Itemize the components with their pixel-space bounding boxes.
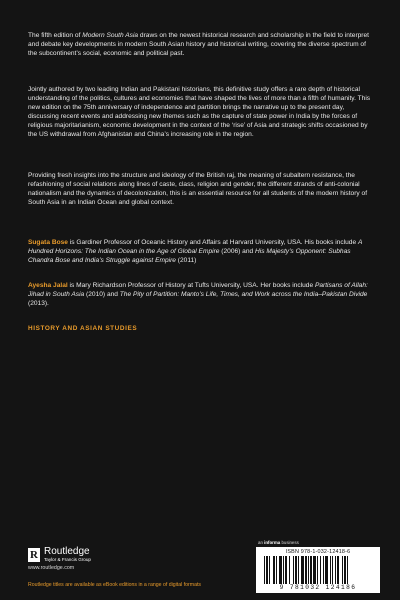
- isbn-label: ISBN 978-1-032-12418-6: [285, 549, 351, 555]
- logo-letter: R: [30, 548, 38, 561]
- author-book: A Hundred Horizons: The Indian Ocean in the Age of Global Empire: [28, 239, 363, 256]
- blurb-paragraph-3: [28, 171, 374, 207]
- informa-business-label: [258, 540, 299, 545]
- author-book: The Pity of Partition: Manto’s Life, Times, and Work across the India–Pakistan Divide: [119, 291, 368, 299]
- author-bio-text: (2013).: [28, 300, 49, 308]
- blurb-p1-post: draws on the newest historical research and scholarship in the field to interpret and debate key developments in modern South Asian history and historical writing, covering the diverse spectrum of the subcontinent’s social, economic and political past.: [28, 32, 369, 58]
- publisher-name: Routledge: [44, 546, 90, 557]
- blurb-paragraph-2: [28, 85, 374, 140]
- author-bio-text: (2006) and: [219, 248, 256, 256]
- author-book: His Majesty’s Opponent: Subhas Chandra Bose and India’s Struggle against Empire: [28, 248, 351, 265]
- informa-post: business: [280, 540, 299, 545]
- blurb-p2-text: Jointly authored by two leading Indian and Pakistani historians, this definitive study offers a rare depth of historical understanding of the politics, cultures and economies that have shaped the lives of more than a fifth of humanity. This new edition on the 75th anniversary of independence and partition brings the narrative up to the present day, discussing recent events and addressing new themes such as the capture of state power in India by the forces of religious majoritarianism, economic development in the context of the ‘rise’ of Asia and strategic shifts occasioned by the US withdrawal from Afghanistan and China’s increasing role in the region.: [28, 86, 371, 139]
- author-bio-text: (2011): [175, 257, 197, 265]
- ebook-note: Routledge titles are available as eBook editions in a range of digital formats: [28, 582, 202, 588]
- publisher-url: www.routledge.com: [28, 565, 75, 571]
- author-name: Sugata Bose: [28, 239, 68, 246]
- barcode-bars-icon: [264, 556, 372, 584]
- informa-brand: informa: [264, 540, 281, 545]
- author-bio-text: is Mary Richardson Professor of History at Tufts University, USA. Her books include: [67, 282, 315, 289]
- author-name: Ayesha Jalal: [28, 282, 68, 289]
- author-bio-text: is Gardiner Professor of Oceanic History and Affairs at Harvard University, USA. His books include: [67, 239, 358, 246]
- author-bio-1: [28, 238, 374, 265]
- blurb-p3-text: Providing fresh insights into the structure and ideology of the British raj, the meaning of subaltern resistance, the refashioning of social relations along lines of caste, class, religion and gender, the different strands of anti-colonial nationalism and the dynamics of decolonization, this is an essential resource for all students of the modern history of South Asia in an Indian Ocean and global context.: [28, 172, 368, 207]
- book-title: Modern South Asia: [82, 32, 139, 39]
- isbn-barcode: [256, 547, 380, 593]
- author-bio-text: (2010) and: [84, 291, 120, 299]
- subject-category: HISTORY AND ASIAN STUDIES: [28, 325, 138, 332]
- publisher-group: Taylor & Francis Group: [44, 557, 91, 562]
- blurb-paragraph-1: [28, 31, 374, 58]
- publisher-logo: [28, 547, 91, 563]
- informa-pre: an: [258, 540, 265, 545]
- author-book: Partisans of Allah: Jihad in South Asia: [28, 282, 368, 299]
- publisher-logotype: [44, 547, 91, 563]
- routledge-logo-icon: [28, 548, 40, 562]
- barcode-digits: 9 781032 124186: [279, 584, 357, 591]
- blurb-p1-pre: The fifth edition of: [28, 32, 83, 39]
- author-bio-2: [28, 281, 374, 308]
